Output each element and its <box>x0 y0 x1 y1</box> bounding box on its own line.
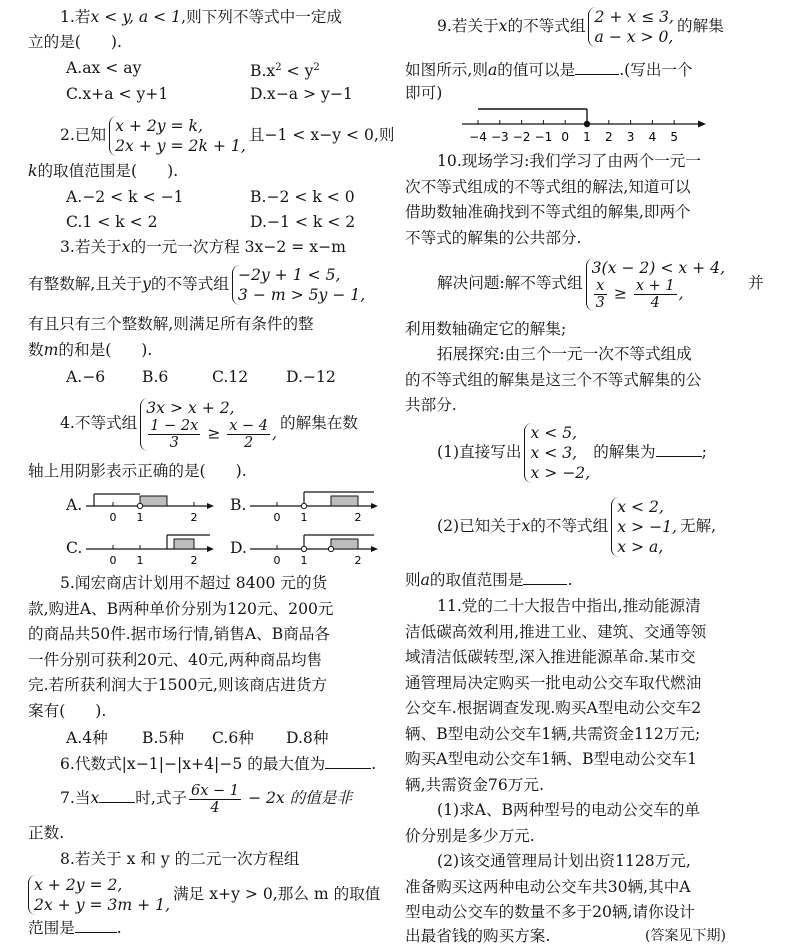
q3-option-c: C.12 <box>212 368 249 386</box>
q9-line2: 如图所示,则a的值可以是 .(写出一个 <box>405 58 693 82</box>
q11-line8: 辆,共需资金76万元. <box>405 776 544 794</box>
q11-part2-line2: 准备购买这两种电动公交车共30辆,其中A <box>405 878 691 896</box>
q8-equation-system: x + 2y = 2, 2x + y = 3m + 1, <box>28 875 170 915</box>
q9-axis-tick-label: 4 <box>648 130 657 144</box>
q4-option-d-label: D. <box>230 539 247 557</box>
q9-number-line <box>460 100 710 146</box>
q10-ext-line3: 共部分. <box>405 396 457 414</box>
q9-axis-tick-label: −1 <box>534 130 553 144</box>
svg-text:0: 0 <box>273 511 281 524</box>
q9-answer-blank <box>575 58 619 75</box>
q2-option-a: A.−2 < k < −1 <box>66 188 184 206</box>
q10-line3: 借助数轴准确找到不等式组的解集,即两个 <box>405 203 691 221</box>
q10-solve-line2: 利用数轴确定它的解集; <box>405 320 567 338</box>
q4-option-d-number-line <box>248 527 380 567</box>
svg-text:2: 2 <box>354 554 362 567</box>
q8-line2: x + 2y = 2, 2x + y = 3m + 1, 满足 x+y > 0,那么 m 的取值 <box>28 872 380 916</box>
q11-line3: 域清洁低碳转型,深入推进能源革命.某市交 <box>405 648 696 666</box>
svg-text:0: 0 <box>109 554 117 567</box>
q1-stem-line1: 1.若x < y, a < 1,则下列不等式中一定成 <box>60 8 343 26</box>
q10-part1-answer-blank <box>656 440 702 457</box>
q1-option-b: $B.x^2 < y^2$ <box>250 62 320 81</box>
q5-option-d: D.8种 <box>286 729 329 747</box>
q4-option-a-label: A. <box>66 496 83 514</box>
q9-axis-tick-label: −3 <box>490 130 509 144</box>
q4-option-c-label: C. <box>66 539 83 557</box>
q9-inequality-system: 2 + x ≤ 3, a − x > 0, <box>588 7 674 47</box>
q2-stem-line2: k的取值范围是( ). <box>28 162 179 180</box>
q9-axis-tick-label: 0 <box>561 130 570 144</box>
q10-part2: (2)已知关于x的不等式组 x < 2, x > −1, x > a, 无解, <box>437 498 717 556</box>
q5-line3: 的商品共50件.据市场行情,销售A、B商品各 <box>28 625 330 643</box>
q5-line6: 案有( ). <box>28 702 107 720</box>
q11-line6: 辆、B型电动公交车1辆,共需资金112万元; <box>405 725 701 743</box>
q2-option-d: D.−1 < k < 2 <box>250 213 356 231</box>
q11-part1-line1: (1)求A、B两种型号的电动公交车的单 <box>437 801 701 819</box>
q11-line5: 公交车.根据调查发现.购买A型电动公交车2 <box>405 699 702 717</box>
q9-axis-tick-label: −4 <box>469 130 487 144</box>
q3-stem-line3: 有且只有三个整数解,则满足所有条件的整 <box>28 315 314 333</box>
q11-part1-line2: 价分别是多少万元. <box>405 827 535 845</box>
q6-answer-blank <box>325 752 371 769</box>
q11-part2-line4: 出最省钱的购买方案. <box>405 927 551 945</box>
q10-part2-line2: 则a的取值范围是 . <box>405 568 572 592</box>
q3-stem-line2: 有整数解,且关于y的不等式组 −2y + 1 < 5, 3 − m > 5y − 1, <box>28 266 366 304</box>
q8-answer-blank <box>75 916 117 933</box>
q10-solve-line: 解决问题:解不等式组 3(x − 2) < x + 4, $\frac{x}{3}$ ≥ $\frac{x + 1}{4}$ , 并 <box>437 258 764 311</box>
q3-option-d: D.−12 <box>286 368 336 386</box>
q5-option-c: C.6种 <box>212 729 254 747</box>
q9-axis-tick-label: 5 <box>670 130 679 144</box>
svg-text:0: 0 <box>109 511 117 524</box>
q3-inequality-system: −2y + 1 < 5, 3 − m > 5y − 1, <box>232 265 365 305</box>
q8-line1: 8.若关于 x 和 y 的二元一次方程组 <box>60 850 300 868</box>
q3-stem-line1: 3.若关于x的一元一次方程 3x−2 = x−m <box>60 238 346 256</box>
q9-line1: 9.若关于x的不等式组 2 + x ≤ 3, a − x > 0, 的解集 <box>437 8 724 46</box>
q10-ext-line1: 拓展探究:由三个一元一次不等式组成 <box>437 345 692 363</box>
svg-text:0: 0 <box>273 554 281 567</box>
q10-inequality-system: 3(x − 2) < x + 4, $\frac{x}{3}$ ≥ $\frac{x + 1}{4}$ , <box>586 258 725 311</box>
q1-option-c: C.x+a < y+1 <box>66 85 169 103</box>
q2-stem-line1: 2.已知 x + 2y = k, 2x + y = 2k + 1, 且−1 < x−y < 0,则 <box>60 117 395 155</box>
q5-line1: 5.闻宏商店计划用不超过 8400 元的货 <box>60 574 328 592</box>
q10-line2: 次不等式组成的不等式组的解法,知道可以 <box>405 178 691 196</box>
q2-option-b: B.−2 < k < 0 <box>250 188 355 206</box>
q10-part1-system: x < 5, x < 3, x > −2, <box>524 423 590 483</box>
q4-stem-line1: 4.不等式组 3x > x + 2, $\frac{1 - 2x}{3}$ ≥ $\frac{x - 4}{2}$ , 的解集在数 <box>60 398 358 451</box>
q8-line3: 范围是 . <box>28 916 122 940</box>
q1-option-a: A.ax < ay <box>66 59 142 77</box>
q3-option-a: A.−6 <box>66 368 106 386</box>
q11-part2-line1: (2)该交通管理局计划出资1128万元, <box>437 852 691 870</box>
q5-option-a: A.4种 <box>66 729 108 747</box>
q10-part2-answer-blank <box>523 568 567 585</box>
q2-equation-system: x + 2y = k, 2x + y = 2k + 1, <box>109 116 246 156</box>
q10-line4: 不等式的解集的公共部分. <box>405 229 582 247</box>
q10-part1: (1)直接写出 x < 5, x < 3, x > −2, 的解集为 ; <box>437 424 707 482</box>
q4-option-c-number-line <box>84 527 216 567</box>
svg-text:1: 1 <box>300 554 308 567</box>
q4-stem-line2: 轴上用阴影表示正确的是( ). <box>28 462 247 480</box>
q3-stem-line4: 数m的和是( ). <box>28 341 153 359</box>
q1-stem-line2: 立的是( ). <box>28 33 122 51</box>
answer-next-issue-note: (答案见下期) <box>645 928 726 944</box>
q7-line1: 7.当x 时,式子 $\frac{6x - 1}{4}$ − 2x 的值是非 <box>60 782 353 816</box>
svg-text:1: 1 <box>300 511 308 524</box>
q11-line2: 洁低碳高效利用,推进工业、建筑、交通等领 <box>405 623 707 641</box>
q5-line2: 款,购进A、B两种单价分别为120元、200元 <box>28 600 334 618</box>
q11-line4: 通管理局决定购买一批电动公交车取代燃油 <box>405 674 702 692</box>
q11-line1: 11.党的二十大报告中指出,推动能源清 <box>437 597 701 615</box>
q2-option-c: C.1 < k < 2 <box>66 213 158 231</box>
q4-option-b-number-line <box>248 484 380 524</box>
svg-text:2: 2 <box>354 511 362 524</box>
q5-option-b: B.5种 <box>142 729 184 747</box>
q9-axis-tick-label: 3 <box>626 130 635 144</box>
q4-inequality-system: 3x > x + 2, $\frac{1 - 2x}{3}$ ≥ $\frac{x - 4}{2}$ , <box>140 398 277 451</box>
q9-line3: 即可) <box>405 84 443 102</box>
q9-axis-tick-label: −2 <box>512 130 531 144</box>
q4-option-a-number-line <box>84 484 216 524</box>
q9-axis-tick-label: 1 <box>583 130 591 144</box>
q1-option-d: D.x−a > y−1 <box>250 85 353 103</box>
svg-text:2: 2 <box>190 511 198 524</box>
q9-axis-tick-label: 2 <box>604 130 613 144</box>
q11-line7: 购买A型电动公交车1辆、B型电动公交车1 <box>405 750 698 768</box>
q3-option-b: B.6 <box>142 368 169 386</box>
q6-line: 6.代数式|x−1|−|x+4|−5 的最大值为 . <box>28 752 376 776</box>
svg-text:2: 2 <box>190 554 198 567</box>
q5-line4: 一件分别可获利20元、40元,两种商品均售 <box>28 651 323 669</box>
q11-part2-line3: 型电动公交车的数量不多于20辆,请你设计 <box>405 903 695 921</box>
q5-line5: 完.若所获利润大于1500元,则该商店进货方 <box>28 676 328 694</box>
q7-answer-blank <box>99 786 135 803</box>
q10-part2-system: x < 2, x > −1, x > a, <box>611 497 677 557</box>
q7-line2: 正数. <box>28 824 65 842</box>
q10-line1: 10.现场学习:我们学习了由两个一元一 <box>437 152 701 170</box>
svg-text:1: 1 <box>136 511 144 524</box>
q10-ext-line2: 的不等式组的解集是这三个不等式解集的公 <box>405 371 702 389</box>
q4-option-b-label: B. <box>230 496 247 514</box>
svg-text:1: 1 <box>136 554 144 567</box>
